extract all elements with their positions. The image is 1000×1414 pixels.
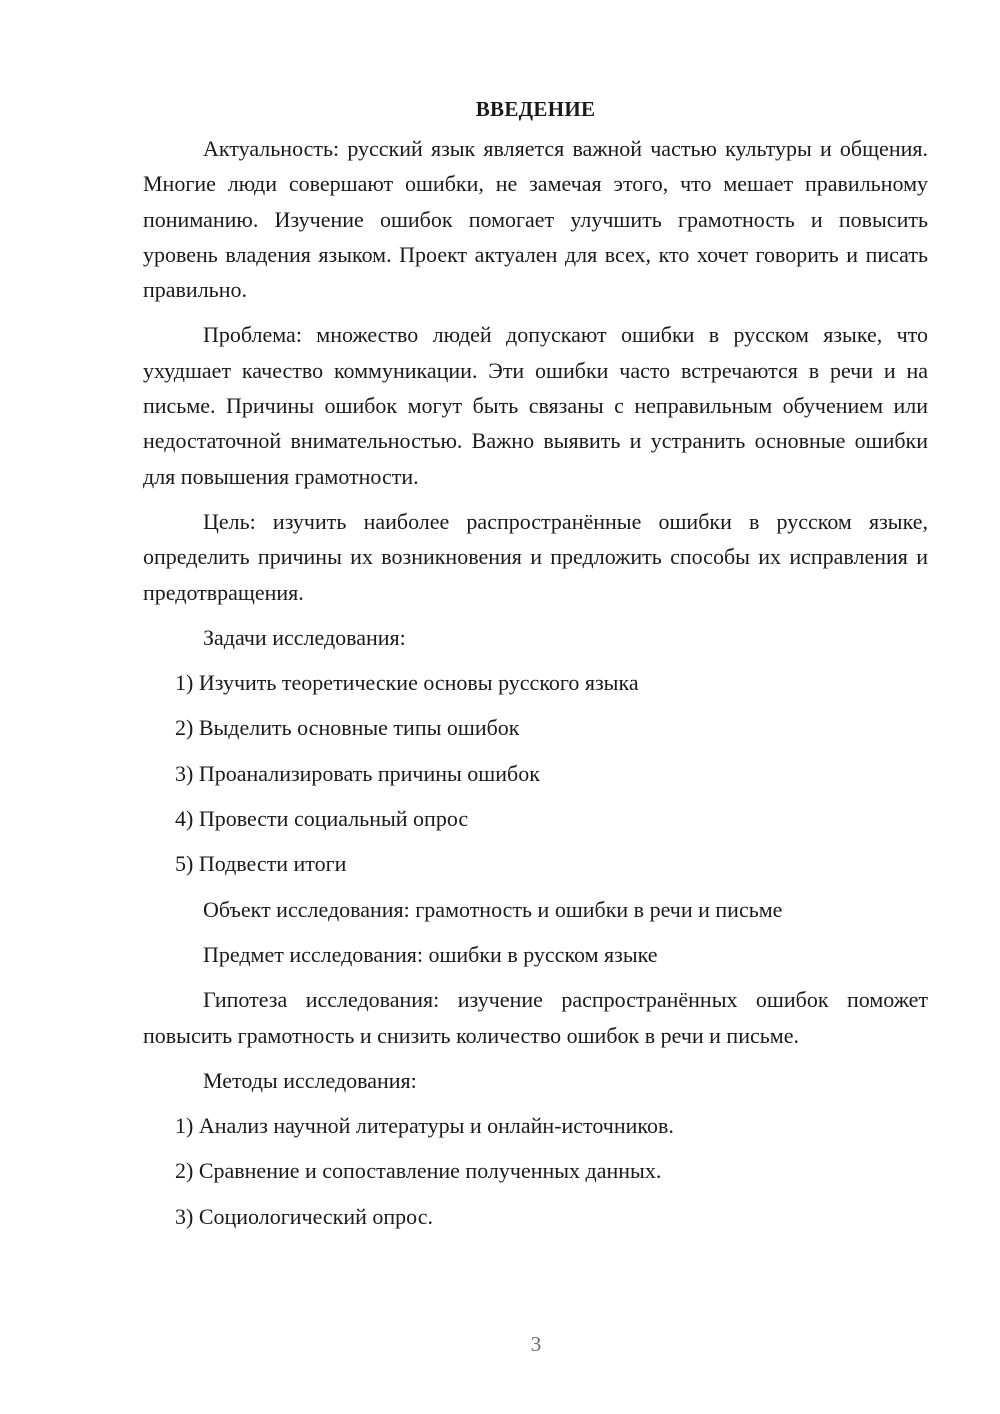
task-item: 4) Провести социальный опрос — [175, 806, 469, 832]
task-item: 1) Изучить теоретические основы русского языка — [175, 670, 639, 696]
tasks-label: Задачи исследования: — [203, 624, 406, 650]
object-paragraph: Объект исследования: грамотность и ошибки в речи и письме — [203, 896, 783, 922]
relevance-paragraph: Актуальность: русский язык является важной частью культуры и общения. Многие люди совершают ошибки, не замечая этого, что мешает правильному пониманию. Изучение ошибок помогает улучшить грамотность и повысить уровень владения языком. Проект актуален для всех, кто хочет говорить и писать правильно. — [143, 136, 928, 303]
hypothesis-paragraph: Гипотеза исследования: изучение распространённых ошибок поможет повысить грамотность и снизить количество ошибок в речи и письме. — [143, 987, 928, 1048]
page-number: 3 — [530, 1332, 542, 1356]
method-item: 2) Сравнение и сопоставление полученных данных. — [175, 1158, 662, 1184]
goal-paragraph: Цель: изучить наиболее распространённые ошибки в русском языке, определить причины их возникновения и предложить способы их исправления и предотвращения. — [143, 508, 928, 605]
methods-list — [143, 1108, 928, 1234]
problem-paragraph: Проблема: множество людей допускают ошибки в русском языке, что ухудшает качество коммуникации. Эти ошибки часто встречаются в речи и на письме. Причины ошибок могут быть связаны с неправильным обучением или недостаточной внимательностью. Важно выявить и устранить основные ошибки для повышения грамотности. — [143, 322, 928, 489]
method-item: 3) Социологический опрос. — [175, 1203, 433, 1229]
task-item: 5) Подвести итоги — [175, 851, 347, 877]
page-title: ВВЕДЕНИЕ — [475, 97, 596, 121]
task-item: 2) Выделить основные типы ошибок — [175, 715, 520, 741]
methods-label: Методы исследования: — [203, 1067, 417, 1093]
subject-paragraph: Предмет исследования: ошибки в русском языке — [203, 941, 658, 967]
task-item: 3) Проанализировать причины ошибок — [175, 760, 540, 786]
method-item: 1) Анализ научной литературы и онлайн-источников. — [175, 1113, 674, 1139]
document-page — [143, 92, 928, 1244]
tasks-list — [143, 665, 928, 881]
